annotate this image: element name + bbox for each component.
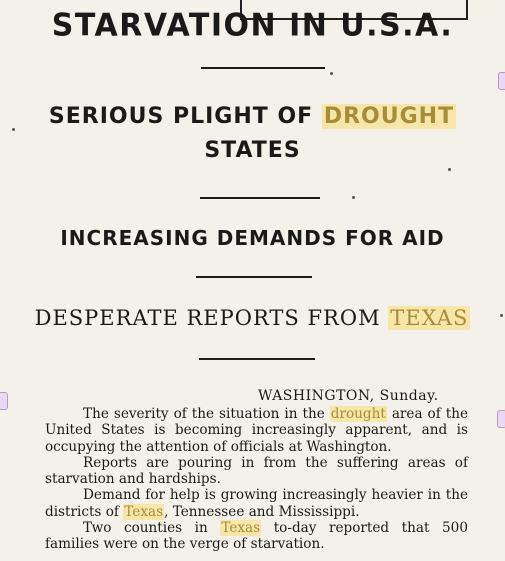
print-speck <box>330 72 333 75</box>
paragraph-1-text-a: The severity of the situation in the <box>83 406 325 422</box>
highlight-texas-body-2: Texas <box>221 520 261 537</box>
highlight-drought-body: drought <box>330 406 386 422</box>
paragraph-3-text-a: Demand for help is growing increasingly heavier in the districts of <box>45 487 468 520</box>
divider-1 <box>201 67 325 69</box>
annotation-tab-right-bottom[interactable] <box>497 410 505 428</box>
divider-3 <box>196 276 312 278</box>
paragraph-3-text-b: , Tennessee and Mississippi. <box>164 503 360 520</box>
subheadline-demands <box>0 226 505 250</box>
subheadline-reports <box>0 306 505 330</box>
subheadline-drought-line1 <box>0 100 505 134</box>
highlight-texas: TEXAS <box>390 306 469 330</box>
subheadline-demands-text: INCREASING DEMANDS FOR AID <box>60 226 445 250</box>
subheadline-drought-text: SERIOUS PLIGHT OF <box>48 104 314 129</box>
highlight-drought: DROUGHT <box>323 104 455 129</box>
dateline: WASHINGTON, Sunday. <box>258 388 439 404</box>
paragraph-2-text: Reports are pouring in from the suffering areas of starvation and hardships. <box>45 454 468 488</box>
main-headline <box>0 7 505 44</box>
print-speck <box>500 314 503 317</box>
article-body <box>45 406 468 553</box>
paragraph-4 <box>45 520 468 553</box>
paragraph-1 <box>45 406 468 455</box>
highlight-texas-body-1: Texas <box>124 503 164 520</box>
divider-4 <box>199 358 315 360</box>
paragraph-3 <box>45 487 468 520</box>
paragraph-2 <box>45 455 468 488</box>
annotation-tab-left[interactable] <box>0 392 8 410</box>
divider-2 <box>200 197 320 199</box>
paragraph-4-text-b: to-day reported that 500 families were on the verge of starvation. <box>45 520 468 553</box>
print-speck <box>352 196 355 199</box>
paragraph-4-text-a: Two counties in <box>83 520 208 537</box>
subheadline-reports-text: DESPERATE REPORTS FROM <box>34 306 381 330</box>
paragraph-1-text-b: area of the United States is becoming increasingly apparent, and is occupying the attention of officials at Washington. <box>45 406 469 455</box>
print-speck <box>12 128 15 131</box>
subheadline-drought <box>0 100 505 168</box>
annotation-tab-right-top[interactable] <box>498 72 505 90</box>
print-speck <box>448 168 451 171</box>
main-headline-text: STARVATION IN U.S.A. <box>51 7 454 44</box>
subheadline-drought-line2: STATES <box>204 138 301 163</box>
